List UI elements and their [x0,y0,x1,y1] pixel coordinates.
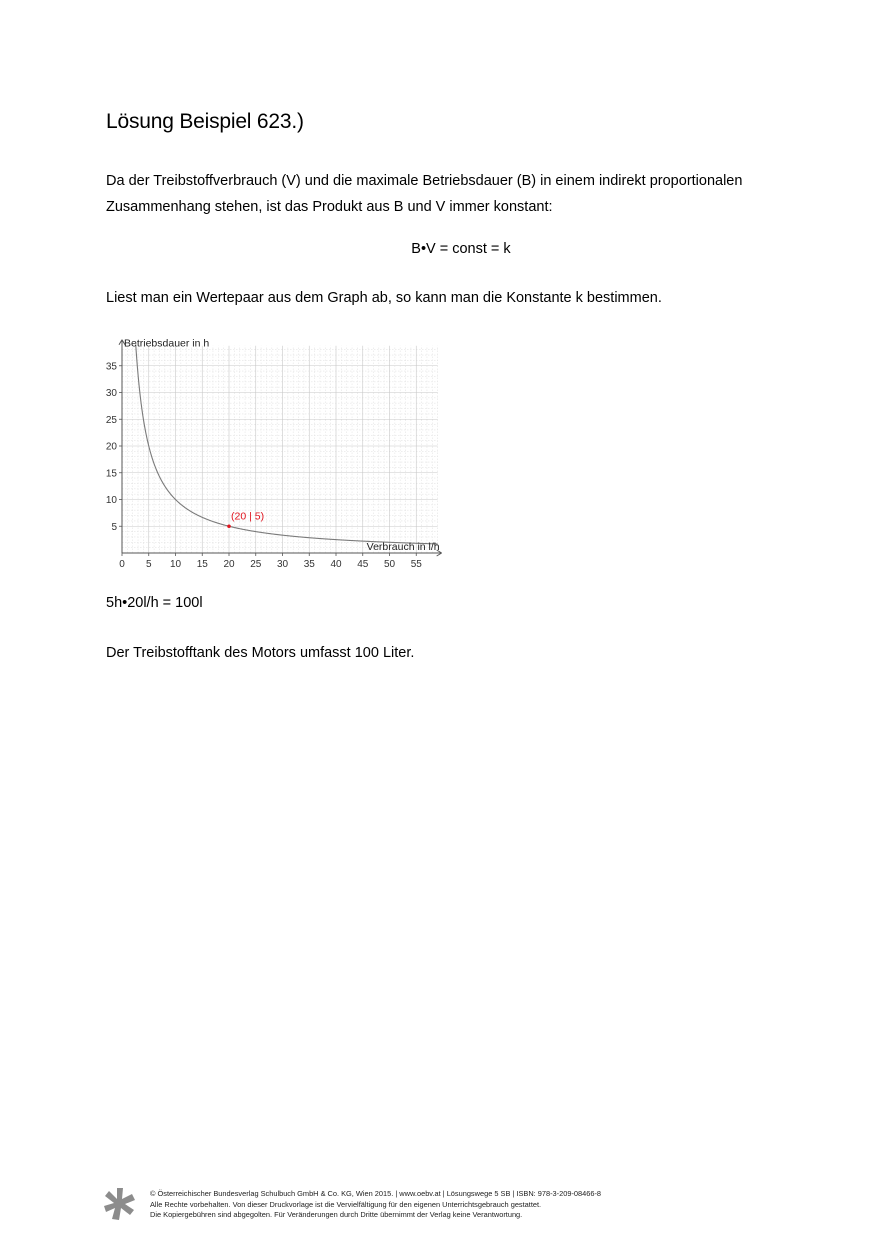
highlight-label: (20 | 5) [231,510,265,523]
y-tick-label: 20 [105,441,117,453]
x-tick-label: 55 [410,559,422,570]
x-tick-label: 15 [196,559,208,570]
x-tick-label: 50 [383,559,396,570]
footer-copyright: © Österreichischer Bundesverlag Schulbuch GmbH & Co. KG, Wien 2015. | www.oebv.at | Lösungswege 5 SB | ISBN: 978-3-209-08466-8 [150,1189,602,1198]
page-title: Lösung Beispiel 623.) [106,110,304,133]
x-tick-label: 10 [169,559,182,570]
footer-text [150,1189,601,1221]
x-tick-label: 45 [357,559,369,570]
y-tick-label: 10 [105,495,117,506]
y-axis-label: Betriebsdauer in h [124,337,210,350]
graph-paragraph: Liest man ein Wertepaar aus dem Graph ab, so kann man die Konstante k bestimmen. [106,290,662,306]
chart-svg [100,333,445,573]
calculation: 5h•20l/h = 100l [106,595,203,611]
footer [104,1187,824,1227]
hyperbola-chart [100,333,445,578]
y-tick-label: 25 [105,414,117,426]
footer-rights: Alle Rechte vorbehalten. Von dieser Druckvorlage ist die Vervielfältigung für den eigenen Unterrichtsgebrauch gestattet. [150,1199,542,1209]
publisher-logo-icon [104,1187,136,1221]
footer-disclaimer: Die Kopiergebühren sind abgegolten. Für Veränderungen durch Dritte übernimmt der Verlag keine Verantwortung. [150,1210,523,1219]
grid-minor [122,346,438,553]
intro-paragraph: Da der Treibstoffverbrauch (V) und die maximale Betriebsdauer (B) in einem indirekt proportionalen Zusammenhang stehen, ist das Produkt aus B und V immer konstant: [106,173,743,215]
y-tick-label: 35 [105,361,117,373]
x-tick-label: 30 [276,559,289,570]
y-tick-label: 30 [105,388,117,399]
x-tick-label: 20 [223,559,235,570]
highlight-point [227,524,231,528]
grid-major [122,346,438,553]
x-axis-label: Verbrauch in l/h [366,541,440,553]
x-tick-label: 40 [330,559,342,570]
x-tick-label: 25 [250,559,262,570]
x-tick-label: 35 [303,559,315,570]
y-tick-label: 15 [105,468,117,480]
axes [119,337,442,556]
formula: B•V = const = k [411,241,511,257]
y-tick-label: 5 [111,521,117,533]
x-tick-label: 5 [145,559,152,570]
conclusion: Der Treibstofftank des Motors umfasst 100 Liter. [106,645,415,661]
x-tick-label: 0 [119,559,125,570]
